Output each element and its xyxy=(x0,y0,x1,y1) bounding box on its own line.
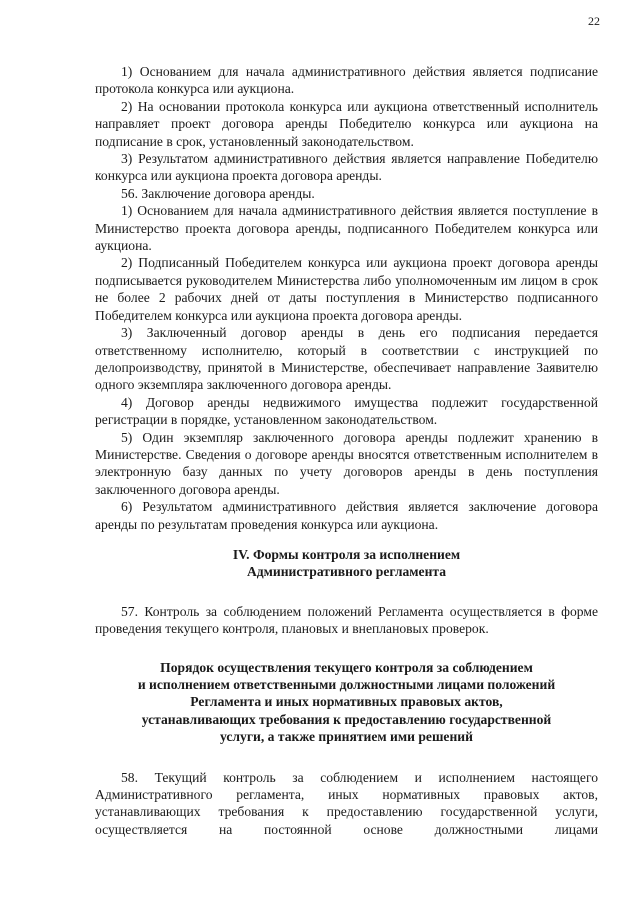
subsection-heading-line: Порядок осуществления текущего контроля за соблюдением xyxy=(160,659,533,675)
document-body xyxy=(95,63,598,838)
subsection-heading-line: услуги, а также принятием ими решений xyxy=(220,729,473,745)
paragraph: 1) Основанием для начала административного действия является подписание протокола конкурса или аукциона. xyxy=(95,64,598,97)
paragraph: 1) Основанием для начала административного действия является поступление в Министерство проекта договора аренды, подписанного Победителем конкурса или аукциона. xyxy=(95,203,598,254)
paragraph-item-58: 58. Текущий контроль за соблюдением и исполнением настоящего Административного регламента, иных нормативных правовых актов, устанавливающих требования к предоставлению государственной услуги, осуществляется на постоянной основе должностными лицами xyxy=(95,769,598,837)
paragraph: 4) Договор аренды недвижимого имущества подлежит государственной регистрации в порядке, установленном законодательством. xyxy=(95,394,598,428)
paragraph: 5) Один экземпляр заключенного договора аренды подлежит хранению в Министерстве. Сведения о договоре аренды вносятся ответственным исполнителем в электронную базу данных по учету договоров аренды в день поступления заключенного договора аренды. xyxy=(95,429,598,497)
subsection-heading-line: устанавливающих требования к предоставлению государственной xyxy=(141,711,552,727)
section-heading-line: IV. Формы контроля за исполнением xyxy=(232,546,461,562)
paragraph: 2) Подписанный Победителем конкурса или аукциона проект договора аренды подписывается руководителем Министерства либо уполномоченным им лицом в срок не более 2 рабочих дней от даты поступления в Министерство подписанного Победителем конкурса или аукциона проекта договора аренды. xyxy=(95,255,598,323)
section-heading-line: Административного регламента xyxy=(246,564,447,580)
paragraph-item-56: 56. Заключение договора аренды. xyxy=(121,185,315,201)
paragraph: 2) На основании протокола конкурса или аукциона ответственный исполнитель направляет проект договора аренды Победителю конкурса или аукциона на подписание в срок, установленный законодательством. xyxy=(95,98,598,149)
page-number: 22 xyxy=(588,14,600,28)
paragraph-item-57: 57. Контроль за соблюдением положений Регламента осуществляется в форме проведения текущего контроля, плановых и внеплановых проверок. xyxy=(95,603,598,637)
paragraph: 3) Заключенный договор аренды в день его подписания передается ответственному исполнителю, который в соответствии с инструкцией по делопроизводству, принятой в Министерстве, обеспечивает направление Заявителю одного экземпляра заключенного договора аренды. xyxy=(95,325,598,393)
subsection-heading xyxy=(95,659,598,746)
paragraph: 3) Результатом административного действия является направление Победителю конкурса или аукциона проекта договора аренды. xyxy=(95,151,598,184)
subsection-heading-line: Регламента и иных нормативных правовых актов, xyxy=(190,694,503,710)
subsection-heading-line: и исполнением ответственными должностными лицами положений xyxy=(137,677,556,692)
paragraph: 6) Результатом административного действия является заключение договора аренды по результатам проведения конкурса или аукциона. xyxy=(95,499,598,532)
section-heading xyxy=(95,546,598,581)
